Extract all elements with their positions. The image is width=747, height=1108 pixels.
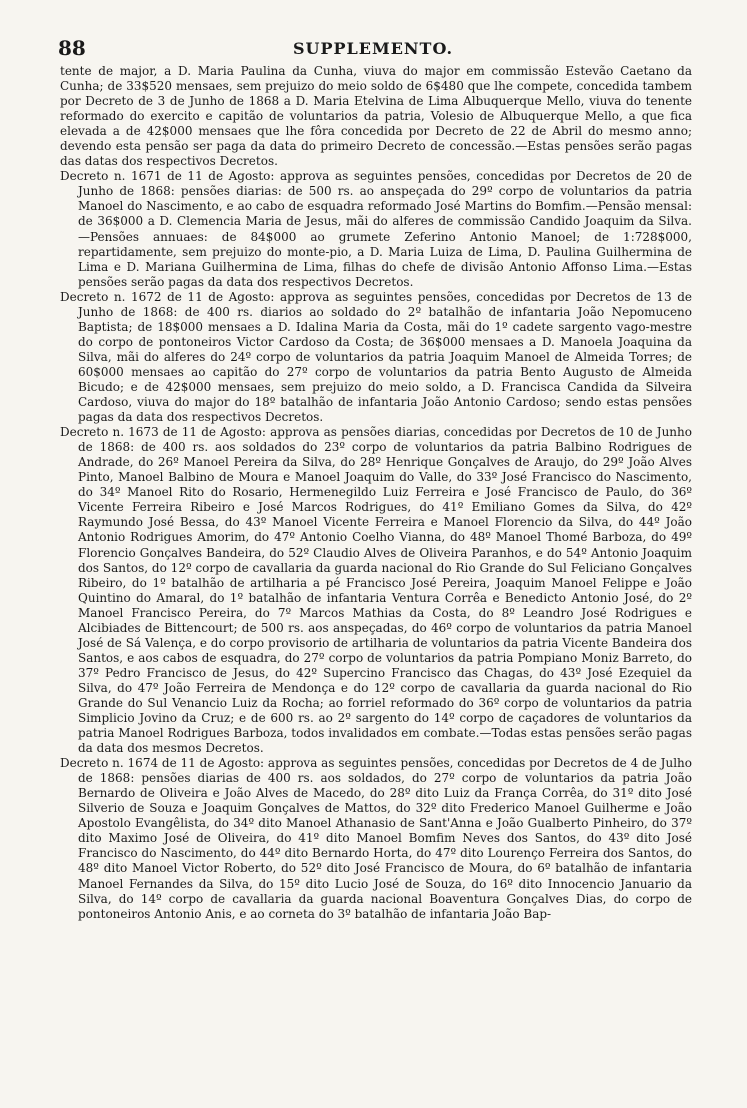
page-number: 88: [58, 36, 86, 60]
decree-1674: Decreto n. 1674 de 11 de Agosto: approva as seguintes pensões, concedidas por Decretos de 4 de Julho de 1868: pensões diarias de 400 rs. aos soldados, do 27º corpo de voluntarios da patria João Bernardo de Oliveira e João Alves de Macedo, do 28º dito Luiz da França Corrêa, do 31º dito José Silverio de Souza e Joaquim Gonçalves de Mattos, do 32º dito Frederico Manoel Guilherme e João Apostolo Evangêlista, do 34º dito Manoel Athanasio de Sant'Anna e João Gualberto Pinheiro, do 37º dito Maximo José de Oliveira, do 41º dito Manoel Bomfim Neves dos Santos, do 43º dito José Francisco do Nascimento, do 44º dito Bernardo Horta, do 47º dito Lourenço Ferreira dos Santos, do 48º dito Manoel Victor Roberto, do 52º dito José Francisco de Moura, do 6º batalhão de infantaria Manoel Fernandes da Silva, do 15º dito Lucio José de Souza, do 16º dito Innocencio Januario da Silva, do 14º corpo de cavallaria da guarda nacional Boaventura Gonçalves Dias, do corpo de pontoneiros Antonio Anis, e ao corneta do 3º batalhão de infantaria João Bap-: [60, 756, 692, 921]
running-title: SUPPLEMENTO.: [292, 39, 454, 58]
paragraph-continuation: tente de major, a D. Maria Paulina da Cunha, viuva do major em commissão Estevão Caetano da Cunha; de 33$520 mensaes, sem prejuizo do meio soldo de 6$480 que lhe compete, concedida tambem por Decreto de 3 de Junho de 1868 a D. Maria Etelvina de Lima Albuquerque Mello, viuva do tenente reformado do exercito e capitão de voluntarios da patria, Volesio de Albuquerque Mello, a que fica elevada a de 42$000 mensaes que lhe fôra concedida por Decreto de 22 de Abril do mesmo anno; devendo esta pensão ser paga da data do primeiro Decreto de concessão.—Estas pensões serão pagas das datas dos respectivos Decretos.: [60, 64, 692, 169]
page-body: [60, 64, 692, 922]
decree-1673: Decreto n. 1673 de 11 de Agosto: approva as pensões diarias, concedidas por Decretos de 10 de Junho de 1868: de 400 rs. aos soldados do 23º corpo de voluntarios da patria Balbino Rodrigues de Andrade, do 26º Manoel Pereira da Silva, do 28º Henrique Gonçalves de Araujo, do 29º João Alves Pinto, Manoel Balbino de Moura e Manoel Joaquim do Valle, do 33º José Francisco do Nascimento, do 34º Manoel Rito do Rosario, Hermenegildo Luiz Ferreira e José Francisco de Paulo, do 36º Vicente Ferreira Ribeiro e José Marcos Rodrigues, do 41º Emiliano Gomes da Silva, do 42º Raymundo José Bessa, do 43º Manoel Vicente Ferreira e Manoel Florencio da Silva, do 44º João Antonio Rodrigues Amorim, do 47º Antonio Coelho Vianna, do 48º Manoel Thomé Barboza, do 49º Florencio Gonçalves Bandeira, do 52º Claudio Alves de Oliveira Paranhos, e do 54º Antonio Joaquim dos Santos, do 12º corpo de cavallaria da guarda nacional do Rio Grande do Sul Feliciano Gonçalves Ribeiro, do 1º batalhão de artilharia a pé Francisco José Pereira, Joaquim Manoel Felippe e João Quintino do Amaral, do 1º batalhão de infantaria Ventura Corrêa e Benedicto Antonio José, do 2º Manoel Francisco Pereira, do 7º Marcos Mathias da Costa, do 8º Leandro José Rodrigues e Alcibiades de Bittencourt; de 500 rs. aos anspeçadas, do 46º corpo de voluntarios da patria Manoel José de Sá Valença, e do corpo provisorio de artilharia de voluntarios da patria Vicente Bandeira dos Santos, e aos cabos de esquadra, do 27º corpo de voluntarios da patria Pompiano Moniz Barreto, do 37º Pedro Francisco de Jesus, do 42º Supercino Francisco das Chagas, do 43º José Ezequiel da Silva, do 47º João Ferreira de Mendonça e do 12º corpo de cavallaria da guarda nacional do Rio Grande do Sul Venancio Luiz da Rocha; ao forriel reformado do 36º corpo de voluntarios da patria Simplicio Jovino da Cruz; e de 600 rs. ao 2º sargento do 14º corpo de caçadores de voluntarios da patria Manoel Rodrigues Barboza, todos invalidados em combate.—Todas estas pensões serão pagas da data dos mesmos Decretos.: [60, 425, 692, 756]
decree-1672: Decreto n. 1672 de 11 de Agosto: approva as seguintes pensões, concedidas por Decretos de 13 de Junho de 1868: de 400 rs. diarios ao soldado do 2º batalhão de infantaria João Nepomuceno Baptista; de 18$000 mensaes a D. Idalina Maria da Costa, mãi do 1º cadete sargento vago-mestre do corpo de pontoneiros Victor Cardoso da Costa; de 36$000 mensaes a D. Manoela Joaquina da Silva, mãi do alferes do 24º corpo de voluntarios da patria Joaquim Manoel de Almeida Torres; de 60$000 mensaes ao capitão do 27º corpo de voluntarios da patria Bento Augusto de Almeida Bicudo; e de 42$000 mensaes, sem prejuizo do meio soldo, a D. Francisca Candida da Silveira Cardoso, viuva do major do 18º batalhão de infantaria João Antonio Cardoso; sendo estas pensões pagas da data dos respectivos Decretos.: [60, 289, 692, 425]
page-header: [58, 36, 688, 60]
decree-1671: Decreto n. 1671 de 11 de Agosto: approva as seguintes pensões, concedidas por Decretos de 20 de Junho de 1868: pensões diarias: de 500 rs. ao anspeçada do 29º corpo de voluntarios da patria Manoel do Nascimento, e ao cabo de esquadra reformado José Martins do Bomfim.—Pensão mensal: de 36$000 a D. Clemencia Maria de Jesus, mãi do alferes de commissão Candido Joaquim da Silva.—Pensões annuaes: de 84$000 ao grumete Zeferino Antonio Manoel; de 1:728$000, repartidamente, sem prejuizo do monte-pio, a D. Maria Luiza de Lima, D. Paulina Guilhermina de Lima e D. Mariana Guilhermina de Lima, filhas do chefe de divisão Antonio Affonso Lima.—Estas pensões serão pagas da data dos respectivos Decretos.: [60, 169, 692, 289]
